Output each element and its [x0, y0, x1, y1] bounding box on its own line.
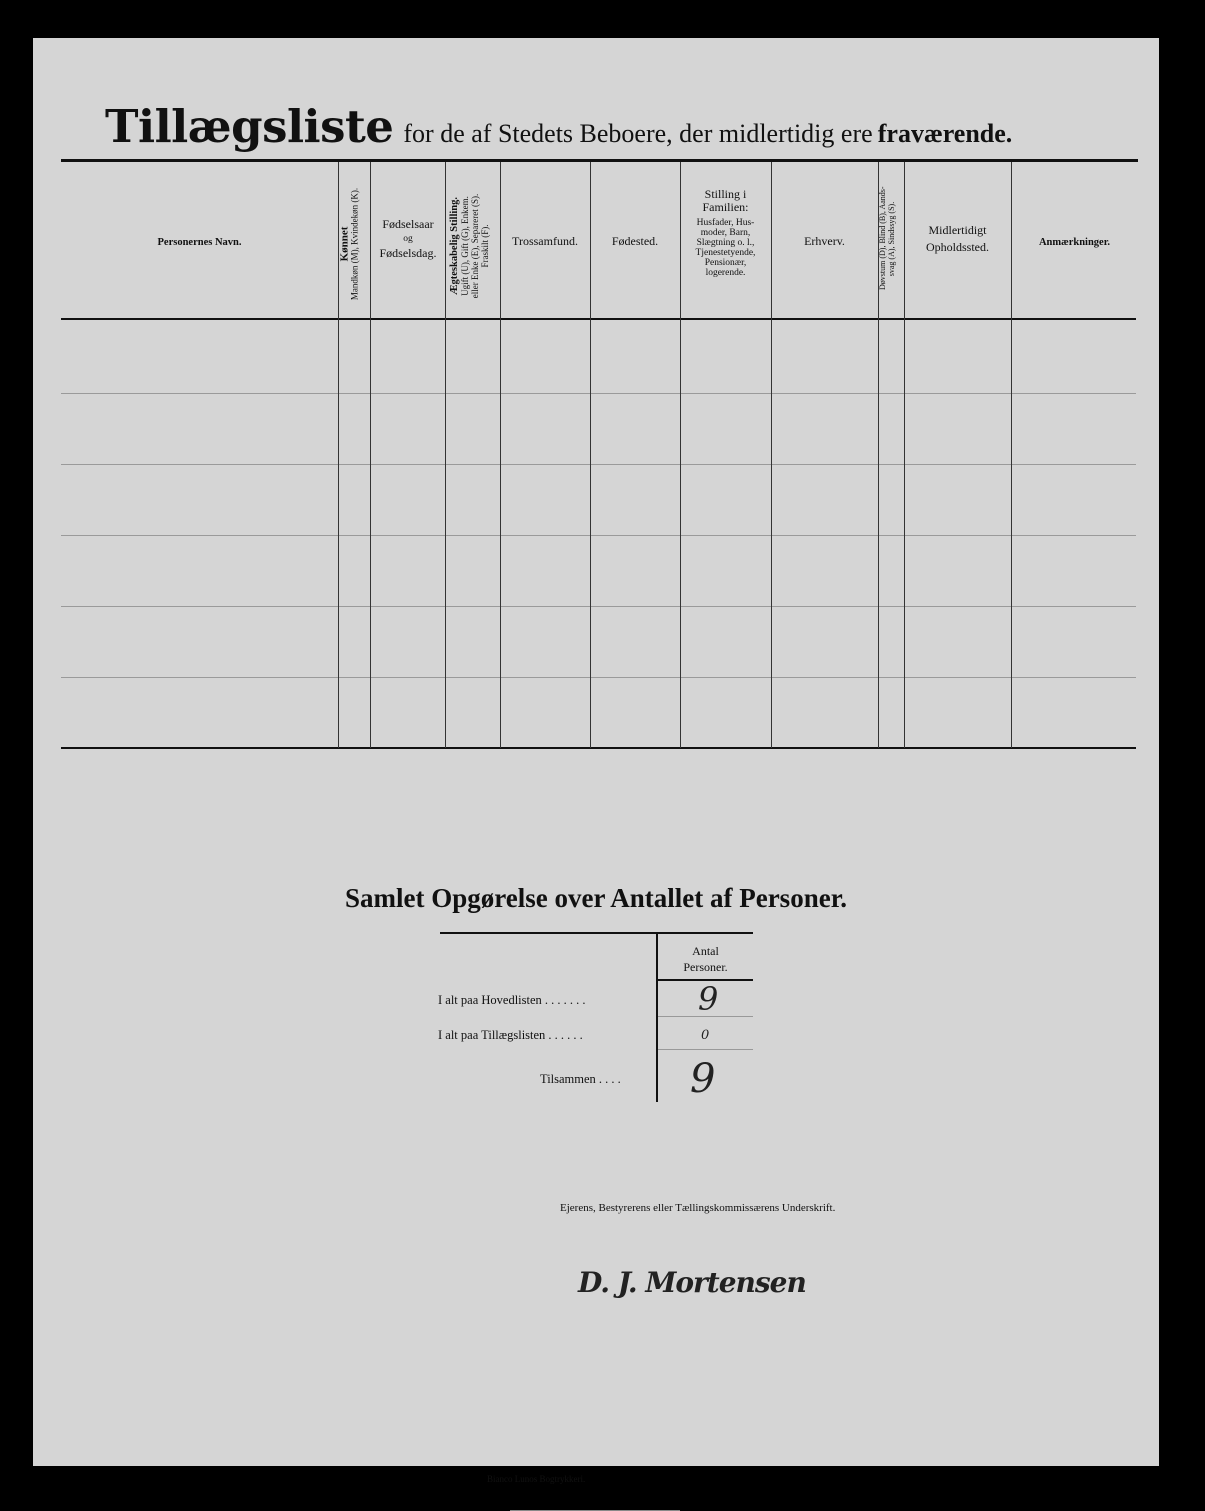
table-row: [61, 535, 1136, 536]
col-header-marital: [450, 188, 494, 304]
table-row: [61, 677, 1136, 678]
column-divider: [445, 162, 446, 748]
col-header-family-line2: Familien:: [702, 200, 749, 214]
title-main: Tillægsliste: [105, 100, 394, 153]
title-emphasis: fraværende.: [877, 119, 1013, 148]
summary-col-header-line1: Antal: [692, 944, 719, 958]
col-header-birth-line2: og: [403, 234, 413, 244]
summary-title: Samlet Opgørelse over Antallet af Personer.: [345, 883, 847, 913]
signature: D. J. Mortensen: [578, 1266, 806, 1299]
table-top-rule: [61, 159, 1138, 162]
col-header-religion: Trossamfund.: [512, 234, 578, 248]
col-header-marital-title: Ægteskabelig Stilling.: [449, 197, 460, 296]
summary-top-rule: [440, 932, 753, 934]
col-header-family-sub6: logerende.: [705, 268, 746, 278]
col-header-family-sub2: moder, Barn,: [700, 228, 751, 238]
title-rest: for de af Stedets Beboere, der midlertidig ere: [403, 119, 873, 148]
table-row: [61, 393, 1136, 394]
column-divider: [590, 162, 591, 748]
col-header-birth-line3: Fødselsdag.: [379, 246, 437, 260]
summary-label-total: Tilsammen . . . .: [540, 1072, 621, 1086]
col-header-temp-residence: [904, 224, 1011, 254]
col-header-occupation: Erhverv.: [804, 234, 845, 248]
col-header-temp-line2: Opholdssted.: [926, 240, 989, 254]
table-row: [61, 606, 1136, 607]
col-header-family-line1: Stilling i: [704, 187, 747, 201]
col-header-disability: [878, 188, 904, 290]
form-title: [105, 100, 1012, 153]
signature-caption: Ejerens, Bestyrerens eller Tællingskommissærens Underskrift.: [560, 1202, 836, 1214]
col-header-birthplace: Fødested.: [611, 234, 659, 248]
summary-value-main-list: 9: [698, 980, 719, 1018]
table-row: [61, 464, 1136, 465]
column-divider: [771, 162, 772, 748]
col-header-family-sub3: Slægtning o. l.,: [696, 238, 755, 248]
summary-row-rule: [658, 1049, 753, 1050]
col-header-disability-line2: svag (A), Sindssyg (S).: [887, 201, 896, 277]
col-header-family: [680, 188, 771, 278]
table-bottom-rule: [61, 747, 1136, 749]
summary-col-header-line2: Personer.: [683, 960, 728, 974]
col-header-disability-line1: Døvstum (D), Blind (B), Aands-: [878, 186, 887, 290]
column-divider: [1011, 162, 1012, 748]
col-header-birth-line1: Fødselsaar: [382, 217, 434, 231]
col-header-family-sub1: Husfader, Hus-: [696, 218, 755, 228]
col-header-family-sub4: Tjenestetyende,: [695, 248, 756, 258]
col-header-marital-sub3: Fraskilt (F).: [480, 224, 490, 268]
summary-value-supplement: 0: [701, 1028, 710, 1043]
summary-label-supplement: I alt paa Tillægslisten . . . . . .: [438, 1028, 583, 1042]
col-header-sex-sub: Mandkøn (M), Kvindekøn (K).: [349, 187, 360, 301]
col-header-sex: [340, 187, 370, 302]
summary-col-header: [658, 943, 753, 975]
col-header-birth: [371, 218, 445, 260]
col-header-sex-title: Kønnet: [338, 226, 351, 262]
col-header-marital-sub1: Ugift (U), Gift (G), Enkem.: [460, 196, 470, 296]
column-divider: [500, 162, 501, 748]
col-header-family-sub5: Pensionær,: [704, 258, 747, 268]
census-form-sheet: [33, 38, 1159, 1466]
summary-label-main-list: I alt paa Hovedlisten . . . . . . .: [438, 993, 586, 1007]
col-header-remarks: Anmærkninger.: [1038, 237, 1111, 248]
header-bottom-rule: [61, 318, 1136, 320]
col-header-temp-line1: Midlertidigt: [928, 223, 987, 237]
col-header-marital-sub2: eller Enke (E), Separeret (S).: [470, 193, 480, 299]
col-header-name: Personernes Navn.: [157, 237, 242, 248]
printer-imprint: Bianco Lunos Bogtrykkeri.: [487, 1474, 586, 1484]
summary-value-total: 9: [690, 1056, 716, 1102]
